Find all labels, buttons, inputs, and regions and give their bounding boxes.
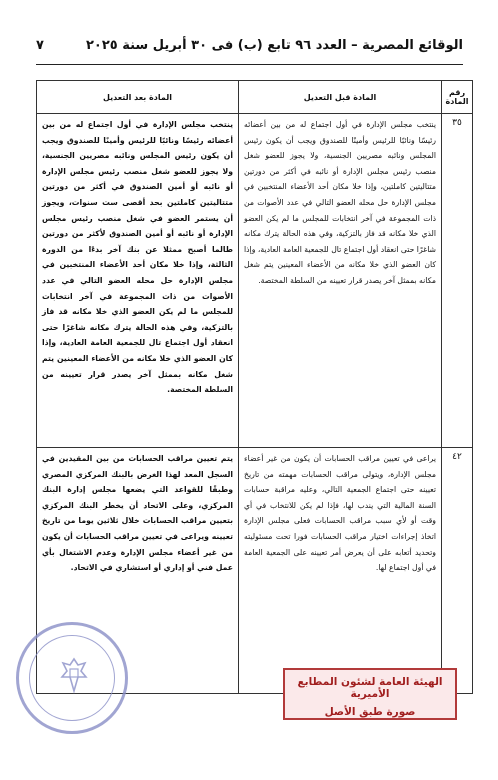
stamp-authority-name: الهيئة العامة لشئون المطابع الأميرية: [297, 676, 443, 700]
article-number: ٤٢: [442, 448, 473, 694]
table-row: [37, 114, 473, 448]
text-after-amendment-cell: [37, 114, 239, 448]
text-before-amendment-cell: [239, 114, 442, 448]
column-header-before-amendment: المادة قبل التعديل: [239, 81, 442, 114]
official-seal: [16, 622, 128, 734]
article-number: ٣٥: [442, 114, 473, 448]
page-number: ٧: [36, 38, 44, 53]
eagle-emblem-icon: [59, 655, 89, 695]
certified-copy-stamp: [283, 668, 457, 720]
text-before-amendment-cell: [239, 448, 442, 694]
header-divider: [36, 64, 463, 65]
text-before-amendment: يراعى في تعيين مراقب الحسابات أن يكون من غير أعضاء مجلس الإدارة، ويتولى مراقب الحسابات مهمته من تاريخ تعيينه حتى اجتماع الجمعية التالي، وعليه مراقبة حسابات السنة المالية التي يندب لها، فإذا لم يكن للانتخاب في أي وقت أو لأي سبب مراقب الحسابات فعلى مجلس الإدارة اتخاذ إجراءات اختيار مراقب الحسابات فورا تحت مسئوليته وتحديد أتعابه على أن يعرض أمر تعيينه على الجمعية العامة في أول اجتماع لها.: [244, 454, 436, 573]
text-before-amendment: ينتخب مجلس الإدارة في أول اجتماع له من بين أعضائه رئيسًا ونائبًا للرئيس وأمينًا للصندوق ويجب أن يكون رئيس المجلس ونائبه مصريين الجنسية، ولا يجوز للعضو شغل منصب رئيس مجلس الإدارة أو نائبه في أكثر من دورتين متتاليتين كاملتين، وإذا خلا مكان أحد الأعضاء المنتخبين في مجلس الإدارة حل محله العضو التالي في عدد الأصوات من ذات المجموعة في آخر انتخابات للمجلس ما لم يكن العضو الذي خلا مكانه قد فاز بالتزكية، وفي هذه الحالة يترك مكانه شاغرًا حتى انعقاد أول اجتماع تال للجمعية العامة العادية، وإذا كان العضو الذي خلا مكانه من الأعضاء المعينين يتم شغل مكانه بممثل آخر يصدر قرار تعيينه من السلطة المختصة.: [244, 120, 436, 285]
amendment-table: [36, 80, 473, 694]
text-after-amendment: ينتخب مجلس الإدارة في أول اجتماع له من بين أعضائه رئيسًا ونائبًا للرئيس وأمينًا للصندوق ويجب أن يكون رئيس المجلس ونائبه مصريين الجنسية، ولا يجوز للعضو شغل منصب رئيس مجلس الإدارة أو نائبه أو أمين الصندوق في أكثر من دورتين متتاليتين كاملتين بحد أقصى ست سنوات، ويجوز أن يستمر العضو في شغل منصب رئيس مجلس الإدارة أو نائبه أو أمين الصندوق لأكثر من دورتين طالما أصبح ممثلا عن بنك آخر بدءًا من الدورة الثالثة، وإذا خلا مكان أحد الأعضاء المنتخبين في مجلس الإدارة حل محله العضو التالي في عدد الأصوات من ذات المجموعة في آخر انتخابات للمجلس ما لم يكن العضو الذي خلا مكانه قد فاز بالتزكية، وفي هذه الحالة يترك مكانه شاغرًا حتى انعقاد أول اجتماع تال للجمعية العامة العادية، وإذا كان العضو الذي خلا مكانه من الأعضاء المعينين يتم شغل مكانه بممثل آخر يصدر قرار تعيينه من السلطة المختصة.: [42, 120, 233, 395]
gazette-header-title: الوقائع المصرية – العدد ٩٦ تابع (ب) فى ٣٠ أبريل سنة ٢٠٢٥: [85, 38, 463, 53]
stamp-certified-copy-label: صورة طبق الأصل: [324, 706, 416, 718]
text-after-amendment: يتم تعيين مراقب الحسابات من بين المقيدين في السجل المعد لهذا الغرض بالبنك المركزي المصري وطبقًا للقواعد التي يضعها مجلس إدارة البنك المركزي، وعلى الاتحاد أن يخطر البنك المركزي بتعيين مراقب الحسابات خلال ثلاثين يوما من تاريخ تعيينه ويراعى في تعيين مراقب الحسابات أن يكون من غير أعضاء مجلس الإدارة وعدم الاشتغال بأي عمل فني أو إداري أو استشاري في الاتحاد.: [42, 454, 233, 573]
page-header: [36, 38, 463, 62]
column-header-article-number: رقم المادة: [442, 81, 473, 114]
column-header-after-amendment: المادة بعد التعديل: [37, 81, 239, 114]
